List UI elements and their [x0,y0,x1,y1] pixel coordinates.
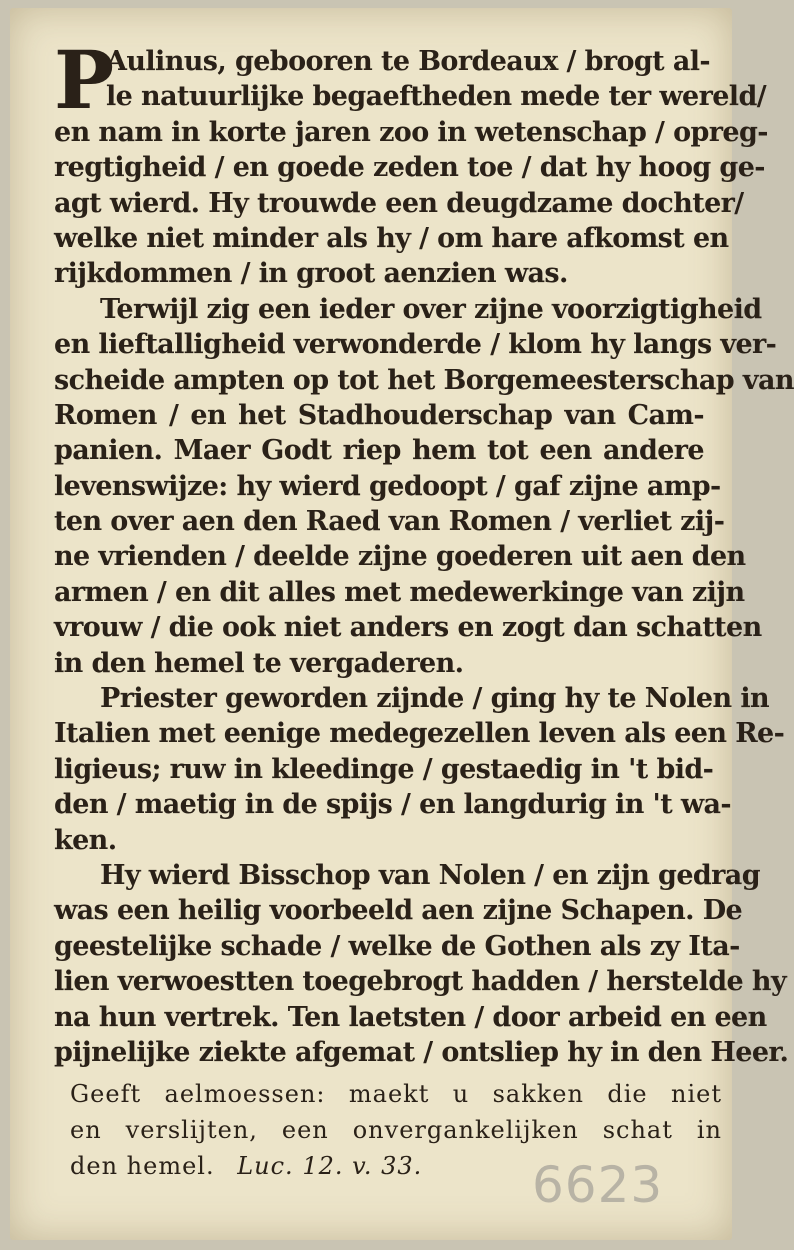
text-line: in den hemel te vergaderen. [54,647,464,679]
text-line: armen / en dit alles met medewerkinge van zijn [54,576,745,608]
footer-line: en verslijten, een onvergankelijken schat in [70,1116,722,1144]
text-line: ligieus; ruw in kleedinge / gestaedig in 't bid- [54,753,714,785]
text-line: en lieftalligheid verwonderde / klom hy langs ver- [54,329,777,361]
pencil-shelfmark: 6623 [532,1156,664,1214]
text-line: welke niet minder als hy / om hare afkomst en [54,222,729,254]
text-line: vrouw / die ook niet anders en zogt dan schatten [54,612,762,644]
text-line: was een heilig voorbeeld aen zijne Schapen. De [54,895,743,927]
footer-text: den hemel. [70,1152,215,1180]
text-line: ken. [54,824,117,856]
footer-line: Geeft aelmoessen: maekt u sakken die niet [70,1080,722,1108]
paper-sheet [10,8,794,1240]
text-line: levenswijze: hy wierd gedoopt / gaf zijne amp- [54,470,721,502]
text-line: Hy wierd Bisschop van Nolen / en zijn gedrag [100,859,760,891]
text-line: le natuurlijke begaeftheden mede ter wereld/ [106,81,766,113]
text-line: en nam in korte jaren zoo in wetenschap / opreg- [54,116,768,148]
text-line: regtigheid / en goede zeden toe / dat hy hoog ge- [54,152,765,184]
text-line: panien. Maer Godt riep hem tot een andere [54,435,704,467]
text-line: ne vrienden / deelde zijne goederen uit aen den [54,541,746,573]
text-line: Aulinus, gebooren te Bordeaux / brogt al- [106,46,711,77]
text-line: na hun vertrek. Ten laetsten / door arbeid en een [54,1001,767,1033]
text-line: lien verwoestten toegebrogt hadden / herstelde hy [54,966,787,998]
text-line: pijnelijke ziekte afgemat / ontsliep hy in den Heer. [54,1036,789,1068]
text-line: geestelijke schade / welke de Gothen als zy Ita- [54,930,740,962]
text-line: ten over aen den Raed van Romen / verliet zij- [54,506,725,538]
text-line: agt wierd. Hy trouwde een deugdzame dochter/ [54,187,744,219]
scripture-reference: Luc. 12. v. 33. [237,1152,423,1180]
drop-cap: P [54,33,114,127]
text-line: Terwijl zig een ieder over zijne voorzigtigheid [100,293,762,325]
text-line: Priester geworden zijnde / ging hy te Nolen in [100,683,770,715]
text-line: Romen / en het Stadhouderschap van Cam- [54,399,704,431]
text-line: den / maetig in de spijs / en langdurig in 't wa- [54,789,732,821]
text-line: rijkdommen / in groot aenzien was. [54,258,568,290]
text-line: scheide ampten op tot het Borgemeesterschap van [54,364,794,396]
text-line: Italien met eenige medegezellen leven als een Re- [54,718,785,750]
main-text [54,33,794,1070]
